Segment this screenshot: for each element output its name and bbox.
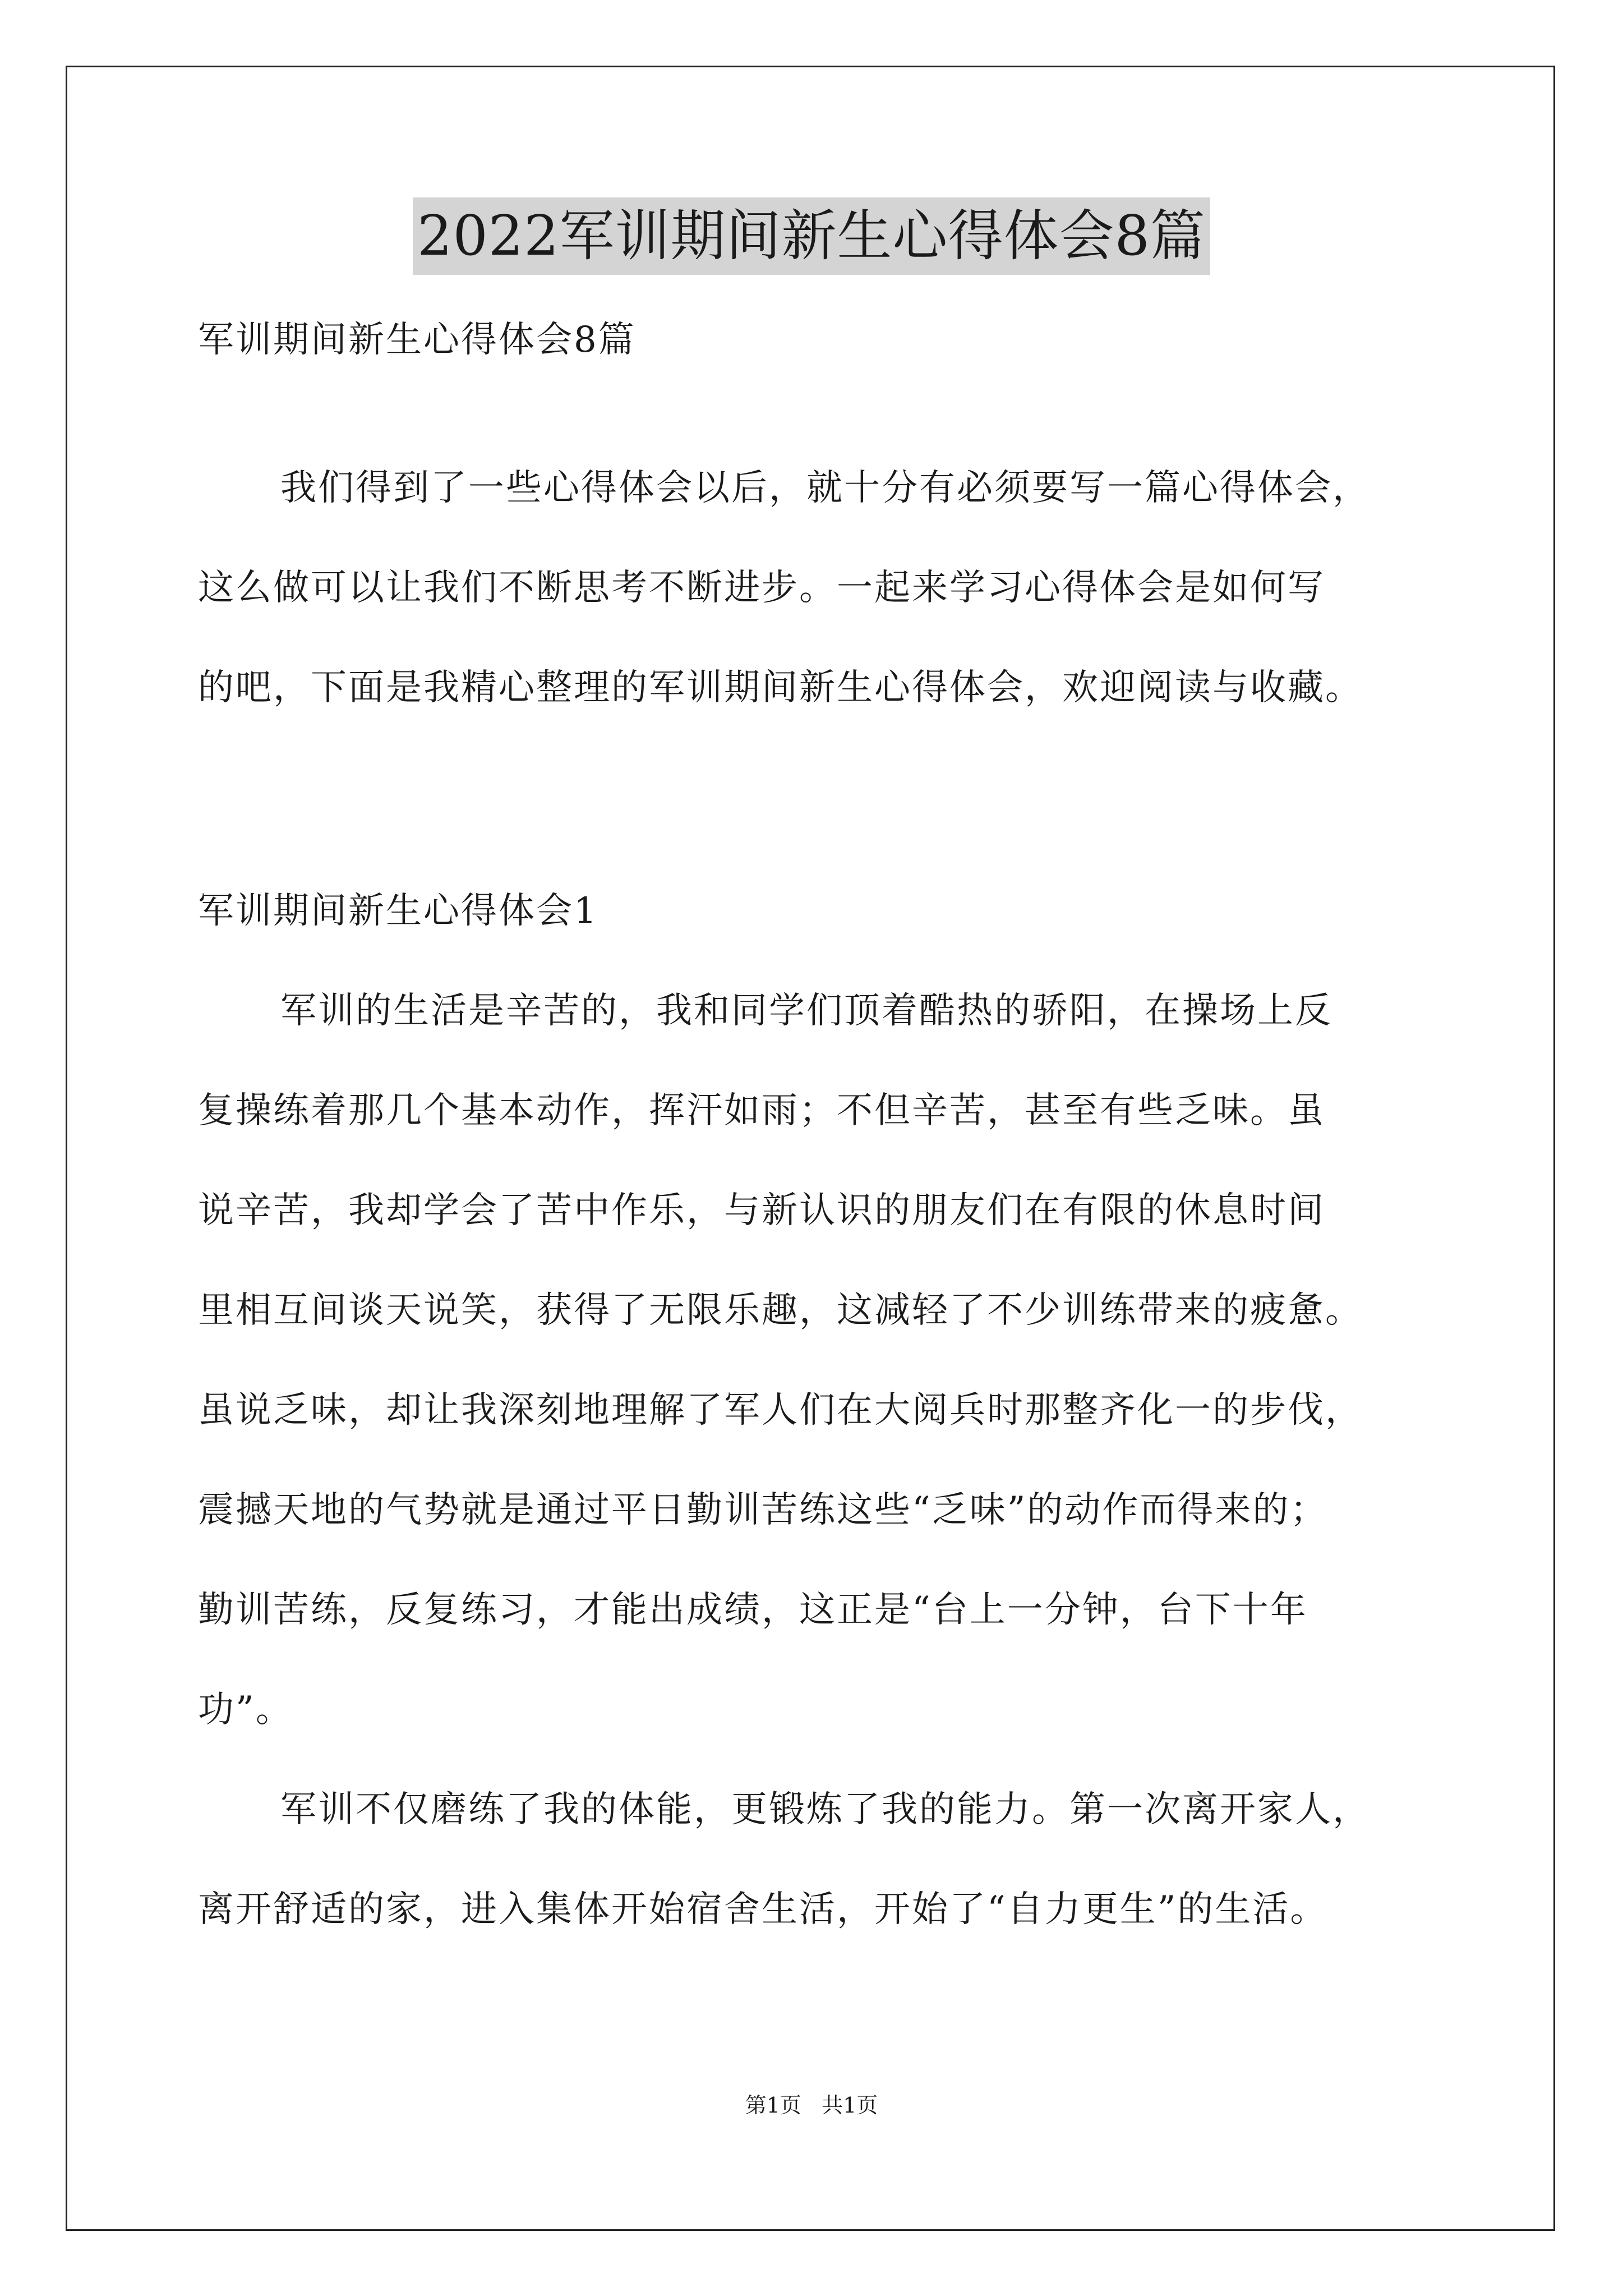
- paragraph-2-line-1: 军训不仅磨练了我的体能，更锻炼了我的能力。第一次离开家人，: [280, 1789, 1370, 1830]
- document-title: 2022军训期间新生心得体会8篇: [413, 197, 1210, 275]
- paragraph-1-line-7: 勤训苦练，反复练习，才能出成绩，这正是“台上一分钟，台下十年: [198, 1589, 1308, 1631]
- intro-line-3: 的吧，下面是我精心整理的军训期间新生心得体会，欢迎阅读与收藏。: [198, 667, 1363, 708]
- paragraph-1-line-3: 说辛苦，我却学会了苦中作乐，与新认识的朋友们在有限的休息时间: [198, 1190, 1325, 1231]
- subtitle-line: 军训期间新生心得体会8篇: [198, 319, 636, 361]
- paragraph-1-line-1: 军训的生活是辛苦的，我和同学们顶着酷热的骄阳，在操场上反: [280, 990, 1332, 1032]
- paragraph-2-line-2: 离开舒适的家，进入集体开始宿舍生活，开始了“自力更生”的生活。: [198, 1889, 1328, 1930]
- paragraph-1-line-5: 虽说乏味，却让我深刻地理解了军人们在大阅兵时那整齐化一的步伐，: [198, 1389, 1363, 1431]
- intro-line-1: 我们得到了一些心得体会以后，就十分有必须要写一篇心得体会，: [280, 467, 1370, 509]
- section-heading-1: 军训期间新生心得体会1: [198, 890, 598, 932]
- title-container: [0, 197, 1623, 275]
- paragraph-1-line-2: 复操练着那几个基本动作，挥汗如雨；不但辛苦，甚至有些乏味。虽: [198, 1090, 1325, 1131]
- paragraph-1-line-4: 里相互间谈天说笑，获得了无限乐趣，这减轻了不少训练带来的疲惫。: [198, 1290, 1363, 1331]
- intro-line-2: 这么做可以让我们不断思考不断进步。一起来学习心得体会是如何写: [198, 567, 1325, 609]
- page-footer: 第1页 共1页: [745, 2093, 878, 2118]
- paragraph-1-line-8: 功”。: [198, 1689, 293, 1731]
- paragraph-1-line-6: 震撼天地的气势就是通过平日勤训苦练这些“乏味”的动作而得来的；: [198, 1489, 1328, 1531]
